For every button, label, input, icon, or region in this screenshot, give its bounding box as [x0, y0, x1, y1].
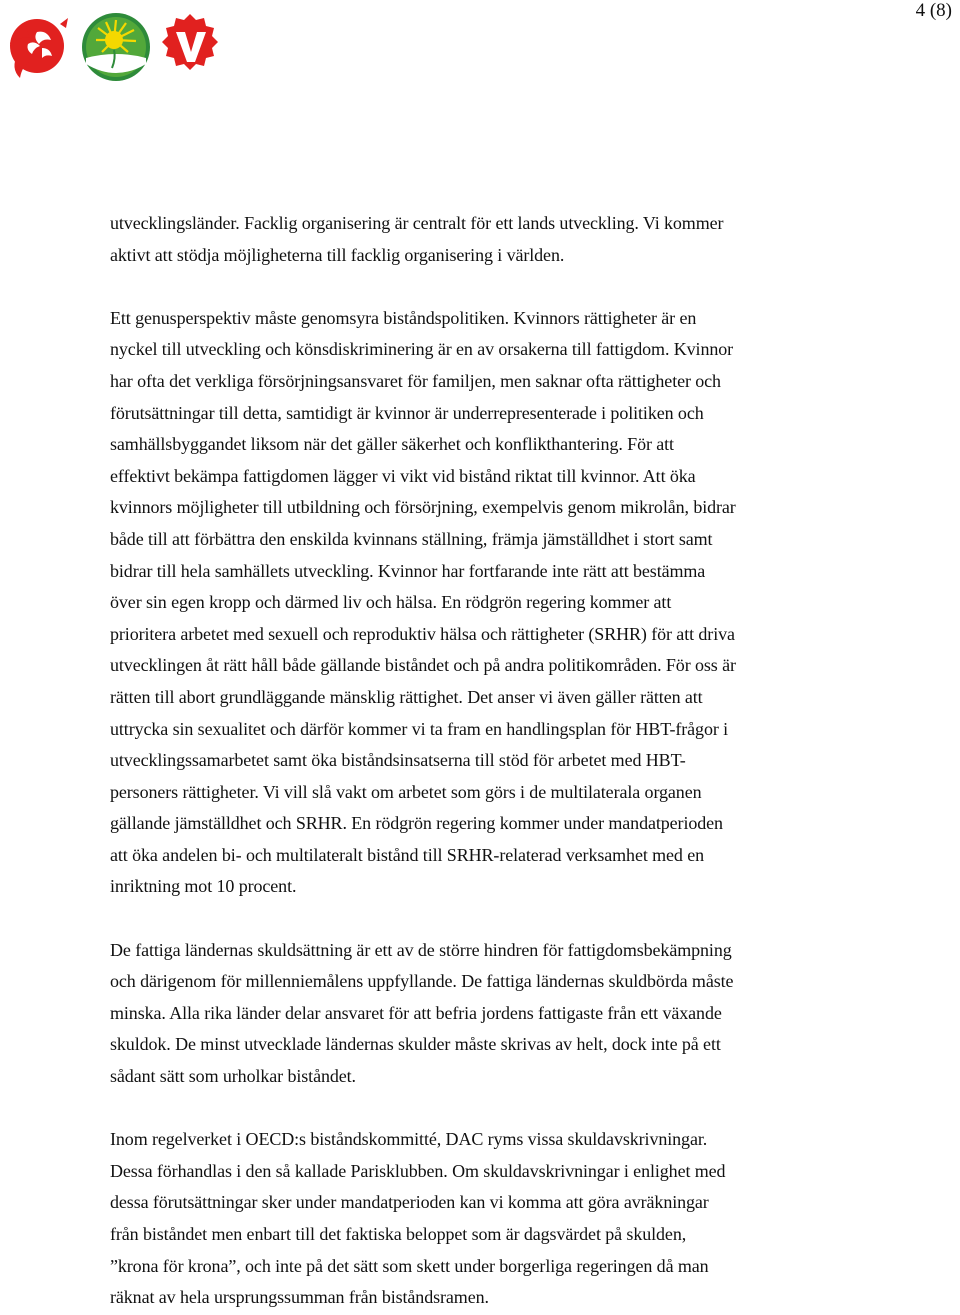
rose-icon [4, 10, 74, 84]
party-logos [4, 10, 224, 88]
paragraph-debt-relief-dac: Inom regelverket i OECD:s biståndskommitté, DAC ryms vissa skuldavskrivningar. Dessa förhandlas i den så kallade Parisklubben. Om skuldavskrivningar i enlighet med dessa förutsättningar sker under mandatperioden kan vi komma att göra avräkningar från biståndet men enbart till det faktiska beloppet som är dagsvärdet på skulden, ”krona för krona”, och inte på det sätt som skett under borgerliga regeringen då man räknat av hela ursprungssumman från biståndsramen. [110, 1129, 726, 1308]
paragraph-debt-burden: De fattiga ländernas skuldsättning är ett av de större hindren för fattigdomsbekämpning och därigenom för millenniemålens uppfyllande. De fattiga ländernas skuldbörda måste minska. Alla rika länder delar ansvaret för att befria jordens fattigaste från ett växande skuldok. De minst utvecklade ländernas skulder måste skrivas av helt, dock inte på ett sådant sätt som urholkar biståndet. [110, 939, 734, 1087]
dandelion-icon [78, 10, 154, 84]
v-carnation-icon [154, 10, 226, 84]
paragraph-gender-perspective: Ett genusperspektiv måste genomsyra biståndspolitiken. Kvinnors rättigheter är en nyckel till utveckling och könsdiskriminering är en av orsakerna till fattigdom. Kvinnor har ofta det verkliga försörjningsansvaret för familjen, men saknar ofta rättigheter och förutsättningar till detta, samtidigt är kvinnor är underrepresenterade i politiken och samhällsbyggandet liksom när det gäller säkerhet och konflikthantering. För att effektivt bekämpa fattigdomen lägger vi vikt vid bistånd riktat till kvinnor. Att öka kvinnors möjligheter till utbildning och försörjning, exempelvis genom mikrolån, bidrar både till att förbättra den enskilda kvinnans ställning, främja jämställdhet i stort samt bidrar till hela samhällets utveckling. Kvinnor har fortfarande inte rätt att bestämma över sin egen kropp och därmed liv och hälsa. En rödgrön regering kommer att prioritera arbetet med sexuell och reproduktiv hälsa och rättigheter (SRHR) för att driva utvecklingen åt rätt håll både gällande biståndet och på andra politikområden. För oss är rätten till abort grundläggande mänsklig rättighet. Det anser vi även gäller rätten att uttrycka sin sexualitet och därför kommer vi ta fram en handlingsplan för HBT-frågor i utvecklingssamarbetet samt öka biståndsinsatserna till stöd för arbetet med HBT- personers rättigheter. Vi vill slå vakt om arbetet som görs i de multilaterala organen gällande jämställdhet och SRHR. En rödgrön regering kommer under mandatperioden att öka andelen bi- och multilateralt bistånd till SRHR-relaterad verksamhet med en inriktning mot 10 procent. [110, 307, 736, 897]
paragraph-trade-unions: utvecklingsländer. Facklig organisering är centralt för ett lands utveckling. Vi kommer aktivt att stödja möjligheterna till facklig organisering i världen. [110, 213, 724, 265]
document-body [110, 208, 845, 1314]
page-number: 4 (8) [915, 0, 952, 21]
